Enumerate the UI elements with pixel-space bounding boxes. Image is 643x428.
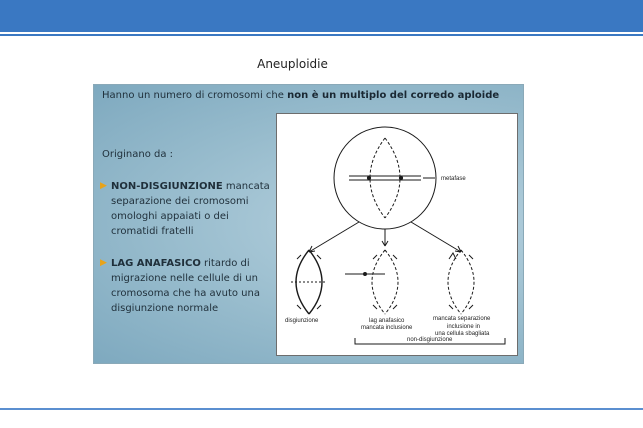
- header-bar: [0, 0, 643, 32]
- meiosis-diagram-svg: [277, 114, 517, 355]
- bullet-text: ritardo di migrazione nelle cellule di un cromosoma che ha avuto una disgiunzione normale: [111, 258, 260, 314]
- label-mancata: mancata separazione: [433, 316, 491, 322]
- headline-bold: non è un multiplo del corredo aploide: [287, 90, 500, 101]
- bullet-text: mancata separazione dei cromosomi omologhi appaiati o dei cromatidi fratelli: [111, 181, 270, 237]
- bullet-term: LAG ANAFASICO: [111, 258, 201, 269]
- slide-image: [93, 84, 524, 364]
- bullet-marker-icon: ▶: [100, 258, 107, 268]
- spindle-left: [370, 138, 385, 218]
- page-title: Aneuploidie: [257, 57, 328, 71]
- label-inclusione-1: inclusione in: [447, 324, 481, 330]
- label-lag-1: lag anafasico: [369, 318, 405, 324]
- label-metafase: metafase: [441, 176, 466, 182]
- label-disgiunzione: disgiunzione: [285, 318, 319, 324]
- slide-headline: [102, 90, 499, 101]
- origin-label: Originano da :: [102, 149, 174, 160]
- bullet-non-disgiunzione: [100, 179, 275, 239]
- footer-divider: [0, 408, 643, 410]
- bullet-marker-icon: ▶: [100, 181, 107, 191]
- bullet-lag-anafasico: [100, 256, 275, 316]
- label-lag-2: mancata inclusione: [361, 325, 413, 331]
- metaphase-cell: [334, 127, 436, 229]
- bullet-term: NON-DISGIUNZIONE: [111, 181, 223, 192]
- header-divider: [0, 34, 643, 36]
- headline-normal: Hanno un numero di cromosomi che: [102, 90, 288, 101]
- label-non-disgiunzione: non-disgiunzione: [407, 337, 453, 343]
- label-inclusione-2: una cellula sbagliata: [435, 331, 490, 337]
- meiosis-diagram: [276, 113, 518, 356]
- arrow-left: [309, 222, 359, 252]
- cell-lag: [372, 250, 385, 314]
- cell-non-disgiunzione: [448, 250, 461, 314]
- spindle-right: [385, 138, 400, 218]
- arrow-right: [411, 222, 461, 252]
